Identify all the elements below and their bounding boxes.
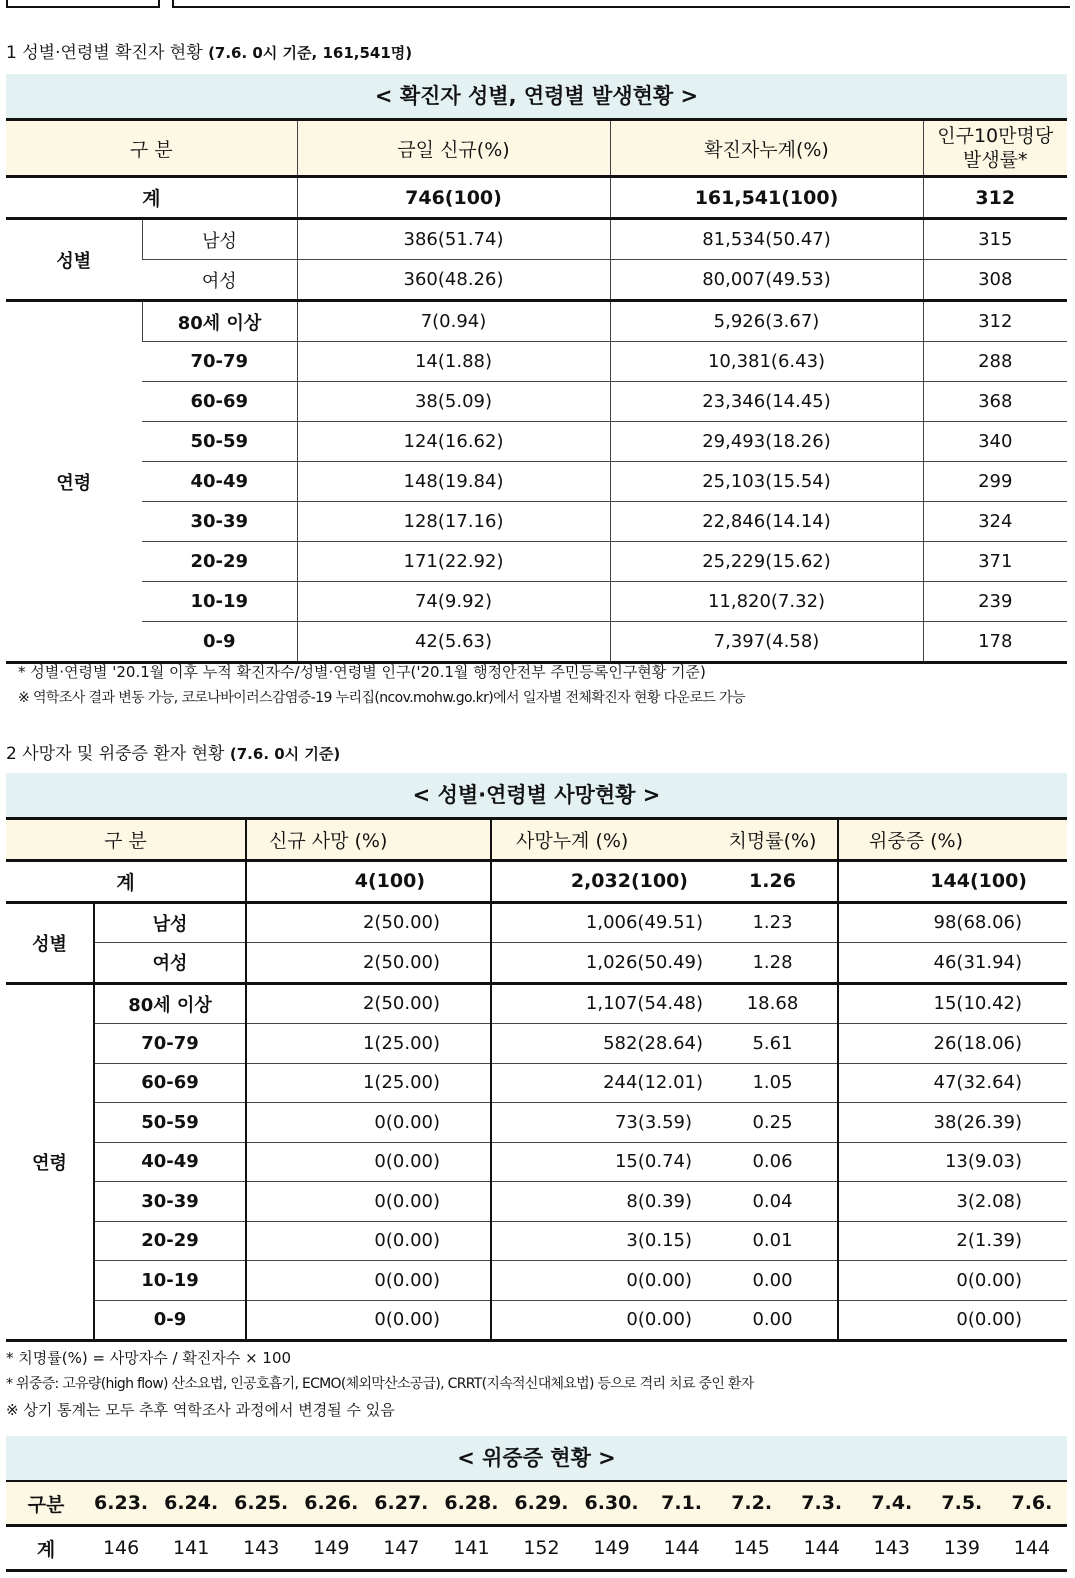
row-severe: 15(10.42) <box>838 983 1067 1024</box>
row-new: 2(50.00) <box>246 902 491 943</box>
confirmed-header-row <box>6 121 1067 177</box>
row-cum: 10,381(6.43) <box>610 342 923 382</box>
value-cell: 143 <box>857 1526 927 1571</box>
row-label: 10-19 <box>94 1261 246 1301</box>
section2-note-1: * 치명률(%) = 사망자수 / 확진자수 × 100 <box>6 1349 292 1367</box>
row-rate: 178 <box>923 622 1067 663</box>
value-cell: 149 <box>296 1526 366 1571</box>
value-cell: 141 <box>436 1526 506 1571</box>
header-category: 구 분 <box>6 121 297 177</box>
section2-caption: < 성별·연령별 사망현황 > <box>6 773 1067 820</box>
total-cum: 161,541(100) <box>610 177 923 219</box>
row-cum: 244(12.01) <box>491 1063 708 1103</box>
table-row <box>6 462 1067 502</box>
total-rate: 312 <box>923 177 1067 219</box>
confirmed-total-row <box>6 177 1067 219</box>
row-label: 50-59 <box>94 1103 246 1143</box>
row-severe: 2(1.39) <box>838 1221 1067 1261</box>
table-row <box>6 502 1067 542</box>
table-row <box>6 1182 1067 1222</box>
row-severe: 3(2.08) <box>838 1182 1067 1222</box>
row-label: 0-9 <box>142 622 297 663</box>
value-cell: 144 <box>787 1526 857 1571</box>
table-row <box>6 382 1067 422</box>
row-severe: 46(31.94) <box>838 943 1067 984</box>
row-cum: 5,926(3.67) <box>610 301 923 342</box>
header-rate <box>923 121 1067 177</box>
row-label: 40-49 <box>94 1142 246 1182</box>
row-cum: 15(0.74) <box>491 1142 708 1182</box>
row-severe: 0(0.00) <box>838 1300 1067 1341</box>
death-table <box>6 820 1067 1342</box>
value-cell: 147 <box>366 1526 436 1571</box>
value-cell: 149 <box>577 1526 647 1571</box>
row-cum: 1,026(50.49) <box>491 943 708 984</box>
table-row <box>6 301 1067 342</box>
row-new: 74(9.92) <box>297 582 610 622</box>
row-rate: 299 <box>923 462 1067 502</box>
row-severe: 13(9.03) <box>838 1142 1067 1182</box>
row-severe: 26(18.06) <box>838 1024 1067 1064</box>
sex-group-label: 성별 <box>6 219 142 301</box>
sex-group-label: 성별 <box>6 902 94 983</box>
row-label: 남성 <box>142 219 297 260</box>
value-cell: 141 <box>156 1526 226 1571</box>
row-cum: 1,107(54.48) <box>491 983 708 1024</box>
row-label: 80세 이상 <box>142 301 297 342</box>
severe-row-label: 계 <box>6 1526 86 1571</box>
header-cum-death: 사망누계 (%) <box>491 820 708 861</box>
row-new: 0(0.00) <box>246 1261 491 1301</box>
row-fatality: 0.00 <box>708 1261 838 1301</box>
row-fatality: 1.28 <box>708 943 838 984</box>
table-row <box>6 1261 1067 1301</box>
row-severe: 0(0.00) <box>838 1261 1067 1301</box>
row-new: 1(25.00) <box>246 1024 491 1064</box>
table-row <box>6 902 1067 943</box>
row-cum: 81,534(50.47) <box>610 219 923 260</box>
row-cum: 7,397(4.58) <box>610 622 923 663</box>
row-label: 여성 <box>94 943 246 984</box>
value-cell: 152 <box>506 1526 576 1571</box>
row-new: 42(5.63) <box>297 622 610 663</box>
row-label: 10-19 <box>142 582 297 622</box>
date-cell: 7.5. <box>927 1482 997 1526</box>
confirmed-table <box>6 121 1067 664</box>
date-cell: 7.1. <box>647 1482 717 1526</box>
row-new: 360(48.26) <box>297 260 610 301</box>
table-row <box>6 219 1067 260</box>
row-rate: 371 <box>923 542 1067 582</box>
total-new: 4(100) <box>246 861 491 903</box>
header-fatality: 치명률(%) <box>708 820 838 861</box>
row-new: 0(0.00) <box>246 1182 491 1222</box>
age-group-label: 연령 <box>6 983 94 1341</box>
row-label: 20-29 <box>94 1221 246 1261</box>
row-fatality: 1.23 <box>708 902 838 943</box>
table-row <box>6 1142 1067 1182</box>
value-cell: 145 <box>717 1526 787 1571</box>
header-rate-line2: 발생률* <box>962 149 1028 171</box>
header-cumulative: 확진자누계(%) <box>610 121 923 177</box>
severe-header-row <box>6 1482 1067 1526</box>
section1-title <box>6 38 412 63</box>
row-label: 70-79 <box>94 1024 246 1064</box>
row-label: 0-9 <box>94 1300 246 1341</box>
date-cell: 6.26. <box>296 1482 366 1526</box>
header-category: 구 분 <box>6 820 246 861</box>
row-new: 14(1.88) <box>297 342 610 382</box>
row-new: 2(50.00) <box>246 983 491 1024</box>
row-new: 0(0.00) <box>246 1103 491 1143</box>
row-new: 2(50.00) <box>246 943 491 984</box>
table-row <box>6 622 1067 663</box>
row-cum: 29,493(18.26) <box>610 422 923 462</box>
death-total-row <box>6 861 1067 903</box>
row-cum: 22,846(14.14) <box>610 502 923 542</box>
row-new: 171(22.92) <box>297 542 610 582</box>
row-cum: 1,006(49.51) <box>491 902 708 943</box>
table-row <box>6 1063 1067 1103</box>
date-cell: 7.2. <box>717 1482 787 1526</box>
table-row <box>6 1024 1067 1064</box>
section1-note-1: * 성별·연령별 '20.1월 이후 누적 확진자수/성별·연령별 인구('20.1월 행정안전부 주민등록인구현황 기준) <box>18 663 706 681</box>
row-cum: 73(3.59) <box>491 1103 708 1143</box>
row-label: 80세 이상 <box>94 983 246 1024</box>
date-cell: 6.30. <box>577 1482 647 1526</box>
total-label: 계 <box>6 177 297 219</box>
top-tab-left <box>6 0 160 8</box>
header-severe: 위중증 (%) <box>838 820 1067 861</box>
row-fatality: 0.06 <box>708 1142 838 1182</box>
value-cell: 144 <box>647 1526 717 1571</box>
row-new: 38(5.09) <box>297 382 610 422</box>
table-row <box>6 260 1067 301</box>
row-rate: 340 <box>923 422 1067 462</box>
section2-basis: (7.6. 0시 기준) <box>229 745 341 763</box>
date-cell: 6.24. <box>156 1482 226 1526</box>
value-cell: 144 <box>997 1526 1067 1571</box>
section1-note-2: ※ 역학조사 결과 변동 가능, 코로나바이러스감염증-19 누리집(ncov.mohw.go.kr)에서 일자별 전체확진자 현황 다운로드 가능 <box>18 690 746 706</box>
row-rate: 368 <box>923 382 1067 422</box>
row-fatality: 0.01 <box>708 1221 838 1261</box>
row-new: 148(19.84) <box>297 462 610 502</box>
row-cum: 11,820(7.32) <box>610 582 923 622</box>
row-cum: 8(0.39) <box>491 1182 708 1222</box>
section2-title <box>6 739 340 764</box>
total-fatality: 1.26 <box>708 861 838 903</box>
row-new: 128(17.16) <box>297 502 610 542</box>
table-row <box>6 582 1067 622</box>
row-label: 30-39 <box>94 1182 246 1222</box>
header-new: 금일 신규(%) <box>297 121 610 177</box>
row-severe: 47(32.64) <box>838 1063 1067 1103</box>
section3-caption: < 위중증 현황 > <box>6 1436 1067 1483</box>
row-label: 30-39 <box>142 502 297 542</box>
total-new: 746(100) <box>297 177 610 219</box>
row-label: 여성 <box>142 260 297 301</box>
row-new: 386(51.74) <box>297 219 610 260</box>
row-cum: 582(28.64) <box>491 1024 708 1064</box>
row-fatality: 1.05 <box>708 1063 838 1103</box>
row-new: 0(0.00) <box>246 1221 491 1261</box>
row-fatality: 0.25 <box>708 1103 838 1143</box>
row-label: 60-69 <box>94 1063 246 1103</box>
header-rate-line1: 인구10만명당 <box>937 125 1054 147</box>
total-cum: 2,032(100) <box>491 861 708 903</box>
section1-caption: < 확진자 성별, 연령별 발생현황 > <box>6 74 1067 121</box>
row-cum: 80,007(49.53) <box>610 260 923 301</box>
header-new-death: 신규 사망 (%) <box>246 820 491 861</box>
row-fatality: 18.68 <box>708 983 838 1024</box>
row-new: 7(0.94) <box>297 301 610 342</box>
row-rate: 312 <box>923 301 1067 342</box>
row-label: 50-59 <box>142 422 297 462</box>
value-cell: 143 <box>226 1526 296 1571</box>
table-row <box>6 422 1067 462</box>
row-new: 124(16.62) <box>297 422 610 462</box>
section2-note-3: ※ 상기 통계는 모두 추후 역학조사 과정에서 변경될 수 있음 <box>6 1401 395 1419</box>
section1-title-text: 1 성별·연령별 확진자 현황 <box>6 43 203 63</box>
row-severe: 98(68.06) <box>838 902 1067 943</box>
table-row <box>6 1221 1067 1261</box>
row-new: 0(0.00) <box>246 1300 491 1341</box>
row-fatality: 0.04 <box>708 1182 838 1222</box>
top-tab-right <box>172 0 1070 8</box>
table-row <box>6 983 1067 1024</box>
total-label: 계 <box>6 861 246 903</box>
date-cell: 7.3. <box>787 1482 857 1526</box>
table-row <box>6 943 1067 984</box>
row-rate: 308 <box>923 260 1067 301</box>
section1-basis: (7.6. 0시 기준, 161,541명) <box>208 44 413 62</box>
row-label: 남성 <box>94 902 246 943</box>
value-cell: 139 <box>927 1526 997 1571</box>
row-label: 20-29 <box>142 542 297 582</box>
row-fatality: 0.00 <box>708 1300 838 1341</box>
date-cell: 7.4. <box>857 1482 927 1526</box>
death-header-row <box>6 820 1067 861</box>
row-label: 60-69 <box>142 382 297 422</box>
date-cell: 7.6. <box>997 1482 1067 1526</box>
severe-header-label: 구분 <box>6 1482 86 1526</box>
row-cum: 23,346(14.45) <box>610 382 923 422</box>
date-cell: 6.28. <box>436 1482 506 1526</box>
age-group-label: 연령 <box>6 301 142 663</box>
table-row <box>6 1300 1067 1341</box>
row-fatality: 5.61 <box>708 1024 838 1064</box>
row-cum: 0(0.00) <box>491 1261 708 1301</box>
row-rate: 324 <box>923 502 1067 542</box>
row-rate: 288 <box>923 342 1067 382</box>
value-cell: 146 <box>86 1526 156 1571</box>
row-cum: 3(0.15) <box>491 1221 708 1261</box>
date-cell: 6.29. <box>506 1482 576 1526</box>
table-row <box>6 542 1067 582</box>
row-rate: 239 <box>923 582 1067 622</box>
date-cell: 6.25. <box>226 1482 296 1526</box>
severe-table <box>6 1482 1067 1572</box>
row-new: 1(25.00) <box>246 1063 491 1103</box>
row-label: 40-49 <box>142 462 297 502</box>
row-rate: 315 <box>923 219 1067 260</box>
row-cum: 25,103(15.54) <box>610 462 923 502</box>
row-new: 0(0.00) <box>246 1142 491 1182</box>
table-row <box>6 1103 1067 1143</box>
row-cum: 0(0.00) <box>491 1300 708 1341</box>
row-severe: 38(26.39) <box>838 1103 1067 1143</box>
row-label: 70-79 <box>142 342 297 382</box>
row-cum: 25,229(15.62) <box>610 542 923 582</box>
severe-value-row <box>6 1526 1067 1571</box>
section2-note-2: * 위중증: 고유량(high flow) 산소요법, 인공호흡기, ECMO(체외막산소공급), CRRT(지속적신대체요법) 등으로 격리 치료 중인 환자 <box>6 1376 754 1392</box>
table-row <box>6 342 1067 382</box>
date-cell: 6.27. <box>366 1482 436 1526</box>
total-severe: 144(100) <box>838 861 1067 903</box>
date-cell: 6.23. <box>86 1482 156 1526</box>
section2-title-text: 2 사망자 및 위중증 환자 현황 <box>6 744 225 764</box>
